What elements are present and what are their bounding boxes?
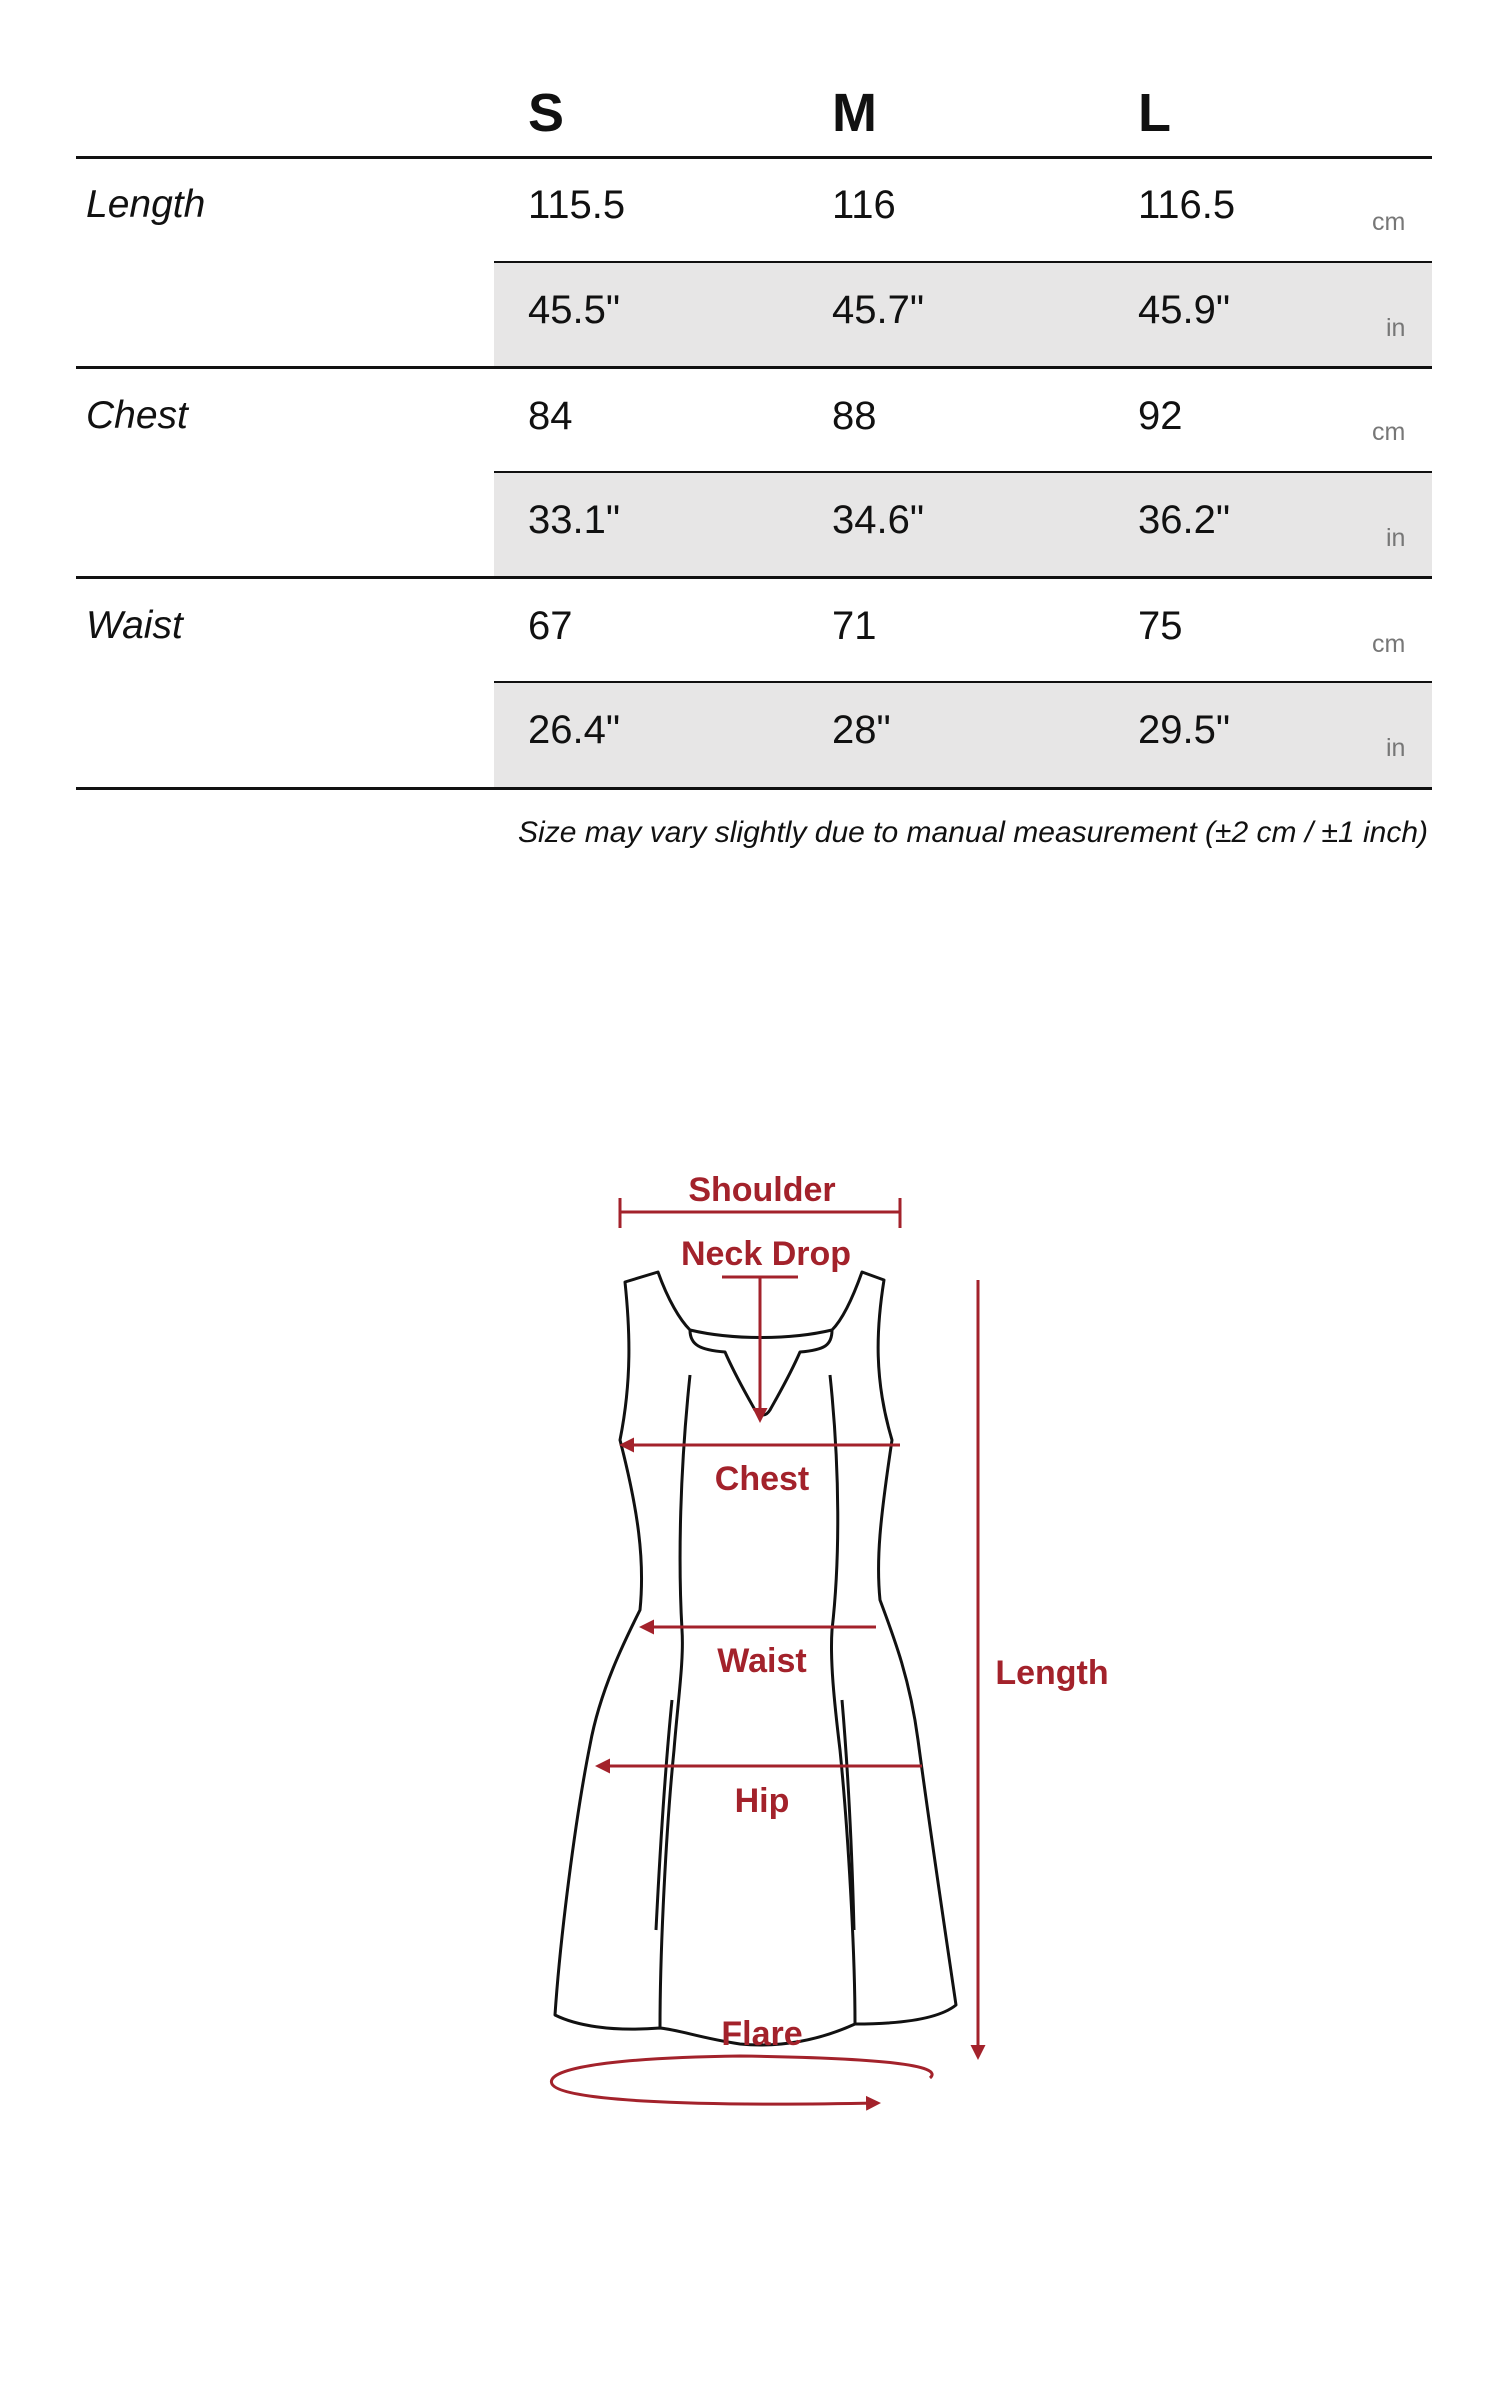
unit-in: in (1386, 314, 1406, 342)
chest-in-s: 33.1" (528, 498, 621, 542)
size-header-l: L (1138, 83, 1171, 143)
waist-in-l: 29.5" (1138, 708, 1231, 752)
row-label-chest: Chest (86, 394, 188, 437)
pleat-right (842, 1700, 854, 1930)
chest-cm-s: 84 (528, 394, 573, 438)
unit-in: in (1386, 524, 1406, 552)
table-rule (76, 576, 1432, 579)
hip-label: Hip (734, 1782, 790, 1820)
table-rule (76, 366, 1432, 369)
row-label-length: Length (86, 183, 206, 226)
neck-drop-label: Neck Drop (680, 1235, 852, 1273)
length-in-l: 45.9" (1138, 288, 1231, 332)
row-shade (494, 263, 1432, 366)
waist-in-s: 26.4" (528, 708, 621, 752)
chest-label: Chest (714, 1460, 810, 1498)
shoulder-label: Shoulder (688, 1171, 836, 1209)
measurement-note: Size may vary slightly due to manual measurement (±2 cm / ±1 inch) (518, 816, 1428, 849)
row-shade (494, 473, 1432, 576)
length-label: Length (995, 1654, 1109, 1692)
row-shade (494, 683, 1432, 787)
waist-label: Waist (717, 1642, 807, 1680)
chest-cm-l: 92 (1138, 394, 1183, 438)
waist-cm-s: 67 (528, 604, 573, 648)
seam-right (830, 1375, 855, 2024)
unit-cm: cm (1372, 418, 1406, 446)
chest-cm-m: 88 (832, 394, 877, 438)
length-in-m: 45.7" (832, 288, 925, 332)
table-rule (76, 787, 1432, 790)
table-rule (76, 156, 1432, 159)
unit-cm: cm (1372, 630, 1406, 658)
chest-in-m: 34.6" (832, 498, 925, 542)
unit-cm: cm (1372, 208, 1406, 236)
table-subrule (494, 261, 1432, 263)
waist-cm-m: 71 (832, 604, 877, 648)
size-header-m: M (832, 83, 877, 143)
flare-arrow (551, 2056, 932, 2104)
table-subrule (494, 471, 1432, 473)
length-in-s: 45.5" (528, 288, 621, 332)
unit-in: in (1386, 734, 1406, 762)
size-header-s: S (528, 83, 565, 143)
row-label-waist: Waist (86, 604, 183, 647)
waist-in-m: 28" (832, 708, 891, 752)
flare-label: Flare (721, 2015, 803, 2053)
length-cm-l: 116.5 (1138, 183, 1236, 227)
length-cm-s: 115.5 (528, 183, 626, 227)
table-subrule (494, 681, 1432, 683)
measurement-labels (681, 1171, 1109, 2053)
seam-left (660, 1375, 690, 2028)
length-cm-m: 116 (832, 183, 896, 227)
waist-cm-l: 75 (1138, 604, 1183, 648)
chest-in-l: 36.2" (1138, 498, 1231, 542)
size-chart-table (76, 60, 1432, 849)
dress-measurement-diagram (0, 1100, 1500, 2200)
